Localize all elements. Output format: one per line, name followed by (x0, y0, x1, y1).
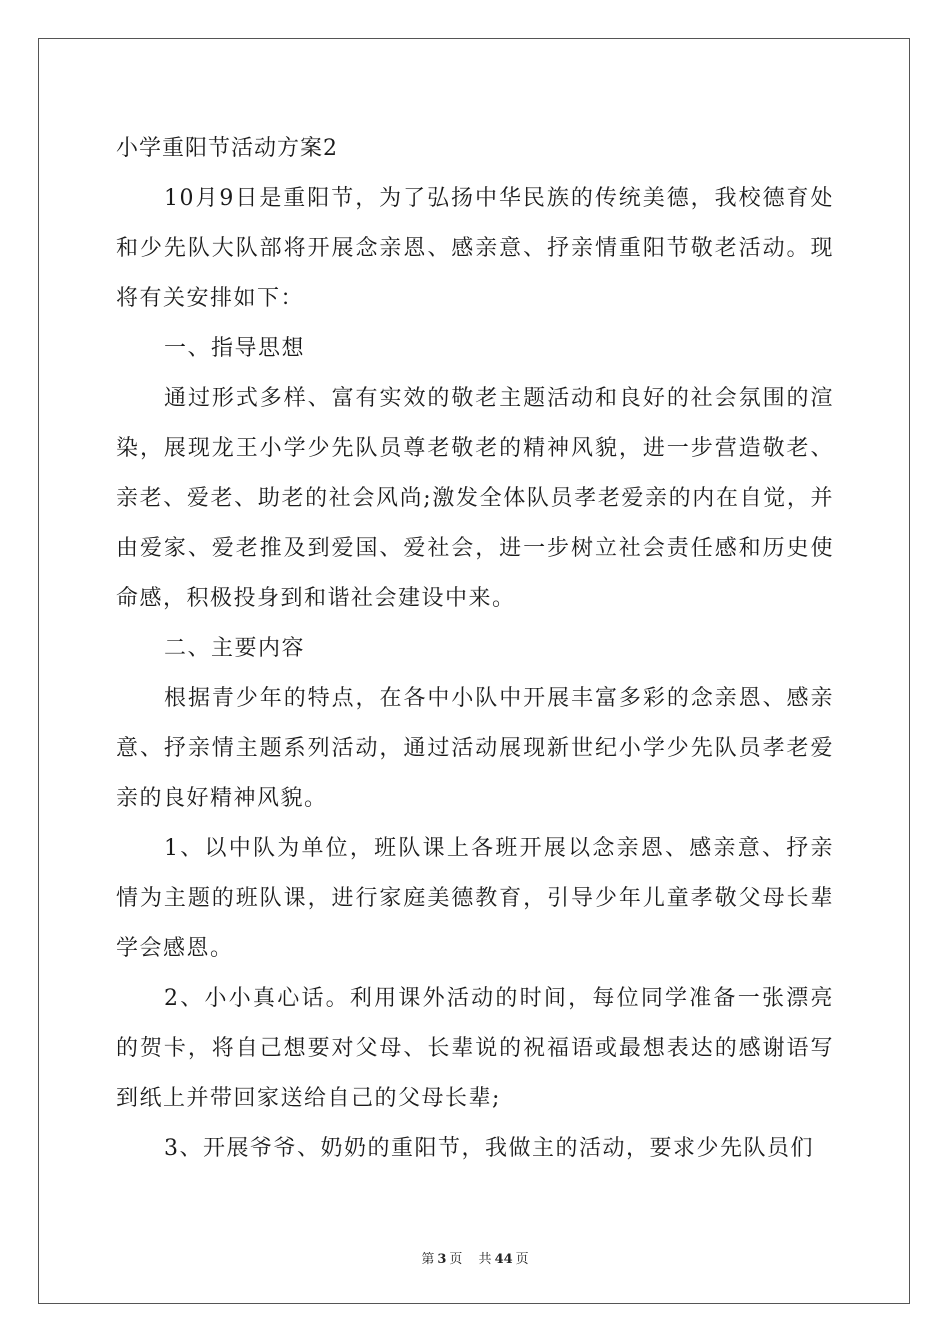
document-body (116, 124, 834, 1174)
activity-item-3: 3、开展爷爷、奶奶的重阳节，我做主的活动，要求少先队员们 (164, 1136, 814, 1161)
section-heading-guiding-thought: 一、指导思想 (164, 336, 306, 361)
current-page: 3 (437, 1252, 447, 1267)
page-footer (0, 1248, 950, 1267)
page-number (418, 1252, 465, 1267)
total-prefix: 共 (478, 1252, 492, 1267)
total-suffix: 页 (515, 1252, 529, 1267)
total-count: 44 (494, 1252, 513, 1267)
intro-paragraph: 10月9日是重阳节，为了弘扬中华民族的传统美德，我校德育处和少先队大队部将开展念亲恩、感亲意、抒亲情重阳节敬老活动。现将有关安排如下： (116, 186, 834, 311)
main-content-paragraph: 根据青少年的特点，在各中小队中开展丰富多彩的念亲恩、感亲意、抒亲情主题系列活动，通过活动展现新世纪小学少先队员孝老爱亲的良好精神风貌。 (116, 686, 834, 811)
activity-item-1: 1、以中队为单位，班队课上各班开展以念亲恩、感亲意、抒亲情为主题的班队课，进行家庭美德教育，引导少年儿童孝敬父母长辈学会感恩。 (116, 836, 834, 961)
page-suffix: 页 (449, 1252, 463, 1267)
document-title: 小学重阳节活动方案2 (116, 136, 338, 161)
guiding-thought-paragraph: 通过形式多样、富有实效的敬老主题活动和良好的社会氛围的渲染，展现龙王小学少先队员尊老敬老的精神风貌，进一步营造敬老、亲老、爱老、助老的社会风尚;激发全体队员孝老爱亲的内在自觉，并由爱家、爱老推及到爱国、爱社会，进一步树立社会责任感和历史使命感，积极投身到和谐社会建设中来。 (116, 386, 834, 611)
section-heading-main-content: 二、主要内容 (164, 636, 306, 661)
total-pages (476, 1252, 532, 1267)
page-prefix: 第 (421, 1252, 435, 1267)
activity-item-2: 2、小小真心话。利用课外活动的时间，每位同学准备一张漂亮的贺卡，将自己想要对父母、长辈说的祝福语或最想表达的感谢语写到纸上并带回家送给自己的父母长辈; (116, 986, 834, 1111)
